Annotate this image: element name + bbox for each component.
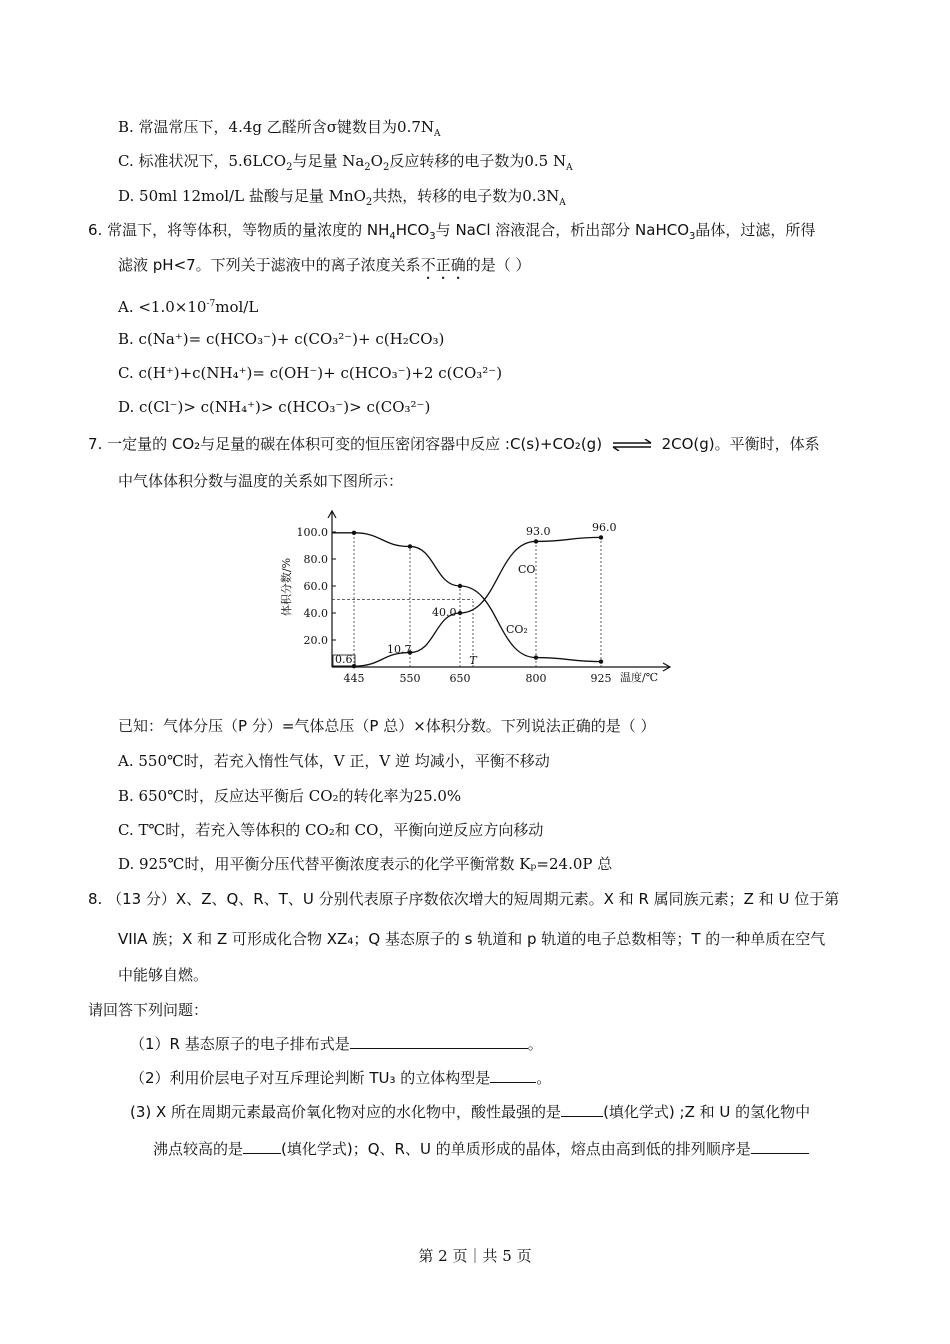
q7-known: 已知：气体分压（P 分）=气体总压（P 总）×体积分数。下列说法正确的是（ ） (118, 717, 656, 735)
chart-x-tick-label: 800 (525, 672, 547, 685)
q8-sub2: （2）利用价层电子对互斥理论判断 TU₃ 的立体构型是 。 (130, 1069, 552, 1087)
chart-data-label: 0.6 (335, 653, 353, 666)
chart-legend-co: CO (518, 563, 536, 576)
volume-fraction-chart (270, 505, 680, 700)
q7-option-b: B. 650℃时，反应达平衡后 CO₂的转化率为25.0% (118, 787, 462, 805)
q8-ask: 请回答下列问题： (88, 1001, 209, 1019)
chart-data-label: 10.7 (387, 643, 412, 656)
q7-stem-line1: 7. 一定量的 CO₂与足量的碳在体积可变的恒压密闭容器中反应 :C(s)+CO₂(g) 2CO(g)。平衡时，体系 (88, 435, 820, 453)
chart-point (534, 655, 538, 659)
chart-point (599, 659, 603, 663)
chart-point (534, 539, 538, 543)
q8-stem-line2: VIIA 族；X 和 Z 可形成化合物 XZ₄；Q 基态原子的 s 轨道和 p 轨道的电子总数相等；T 的一种单质在空气 (118, 930, 826, 948)
chart-point (458, 584, 462, 588)
chart-data-label: 40.0 (432, 606, 457, 619)
chart-series-co2 (332, 533, 601, 662)
chart-y-tick-label: 40.0 (303, 607, 328, 620)
chart-x-tick-label: 445 (343, 672, 365, 685)
q8-stem-line1: 8. （13 分）X、Z、Q、R、T、U 分别代表原子序数依次增大的短周期元素。X 和 R 属同族元素；Z 和 U 位于第 (88, 890, 840, 908)
q6-option-a: A. $<1.0\times 10^{-7}mol/L$ (118, 298, 259, 316)
answer-blank-1[interactable] (350, 1034, 528, 1049)
chart-y-tick-label: 20.0 (303, 634, 328, 647)
answer-blank-4[interactable] (243, 1139, 281, 1154)
equilibrium-arrow-icon (611, 439, 653, 451)
q8-stem-line3: 中能够自燃。 (118, 966, 209, 984)
q5-option-d: D. 50ml 12mol/L 盐酸与足量 MnO$_2$共热，转移的电子数为$0.3N_A$ (118, 187, 566, 208)
chart-x-tick-label: T (469, 654, 477, 667)
q5-option-c: C. 标准状况下，$5.6LCO_2$与足量 $Na_2O_2$反应转移的电子数为0.5 $N_A$ (118, 152, 573, 173)
chart-y-tick-label: 80.0 (303, 553, 328, 566)
q7-option-c: C. T℃时，若充入等体积的 CO₂和 CO，平衡向逆反应方向移动 (118, 821, 544, 839)
q8-sub3-line2: 沸点较高的是 (填化学式)；Q、R、U 的单质形成的晶体，熔点由高到低的排列顺序是 (153, 1138, 809, 1160)
q8-sub3-line1: (3) X 所在周期元素最高价氧化物对应的水化物中，酸性最强的是 (填化学式) ;Z 和 U 的氢化物中 (130, 1103, 811, 1121)
q6-stem-line2: 滤液 pH<7。下列关于滤液中的离子浓度关系不正确的是（ ） (118, 256, 531, 274)
q7-option-d: D. 925℃时，用平衡分压代替平衡浓度表示的化学平衡常数 Kₚ=24.0P 总 (118, 855, 613, 873)
answer-blank-5[interactable] (751, 1139, 809, 1154)
chart-y-tick-label: 60.0 (303, 580, 328, 593)
chart-point (408, 544, 412, 548)
answer-blank-2[interactable] (490, 1068, 536, 1083)
q7-option-a: A. 550℃时，若充入惰性气体，V 正，V 逆 均减小，平衡不移动 (118, 752, 550, 770)
chart-x-tick-label: 650 (449, 672, 471, 685)
answer-blank-3[interactable] (561, 1102, 603, 1117)
q6-stem-line1: 6. 常温下，将等体积，等物质的量浓度的 $NH_4HCO_3$与 NaCl 溶液混合，析出部分 NaHCO$_3$晶体，过滤，所得 (88, 221, 816, 242)
q8-sub1: （1）R 基态原子的电子排布式是 。 (130, 1035, 543, 1053)
chart-series-co (332, 537, 601, 666)
chart-point (599, 535, 603, 539)
chart-x-tick-label: 925 (590, 672, 612, 685)
page-footer: 第 2 页｜共 5 页 (418, 1247, 532, 1265)
q6-option-c: C. c(H⁺)+c(NH₄⁺)= c(OH⁻)+ c(HCO₃⁻)+2 c(CO₃²⁻) (118, 364, 503, 382)
chart-ylabel: 体积分数/% (280, 557, 293, 617)
chart-x-tick-label: 550 (399, 672, 421, 685)
q7-stem-line2: 中气体体积分数与温度的关系如下图所示： (118, 472, 404, 490)
chart-point (458, 611, 462, 615)
q6-option-d: D. c(Cl⁻)> c(NH₄⁺)> c(HCO₃⁻)> c(CO₃²⁻) (118, 398, 431, 416)
chart-y-tick-label: 100.0 (296, 526, 328, 539)
q5-option-b: B. 常温常压下，4.4g 乙醛所含σ键数目为$0.7N_A$ (118, 118, 441, 139)
chart-data-label: 96.0 (592, 521, 617, 534)
chart-point (352, 531, 356, 535)
chart-data-label: 93.0 (526, 525, 551, 538)
chart-legend-co2: CO₂ (506, 623, 528, 636)
q6-option-b: B. c(Na⁺)= c(HCO₃⁻)+ c(CO₃²⁻)+ c(H₂CO₃) (118, 330, 445, 348)
chart-xlabel: 温度/℃ (620, 671, 659, 684)
